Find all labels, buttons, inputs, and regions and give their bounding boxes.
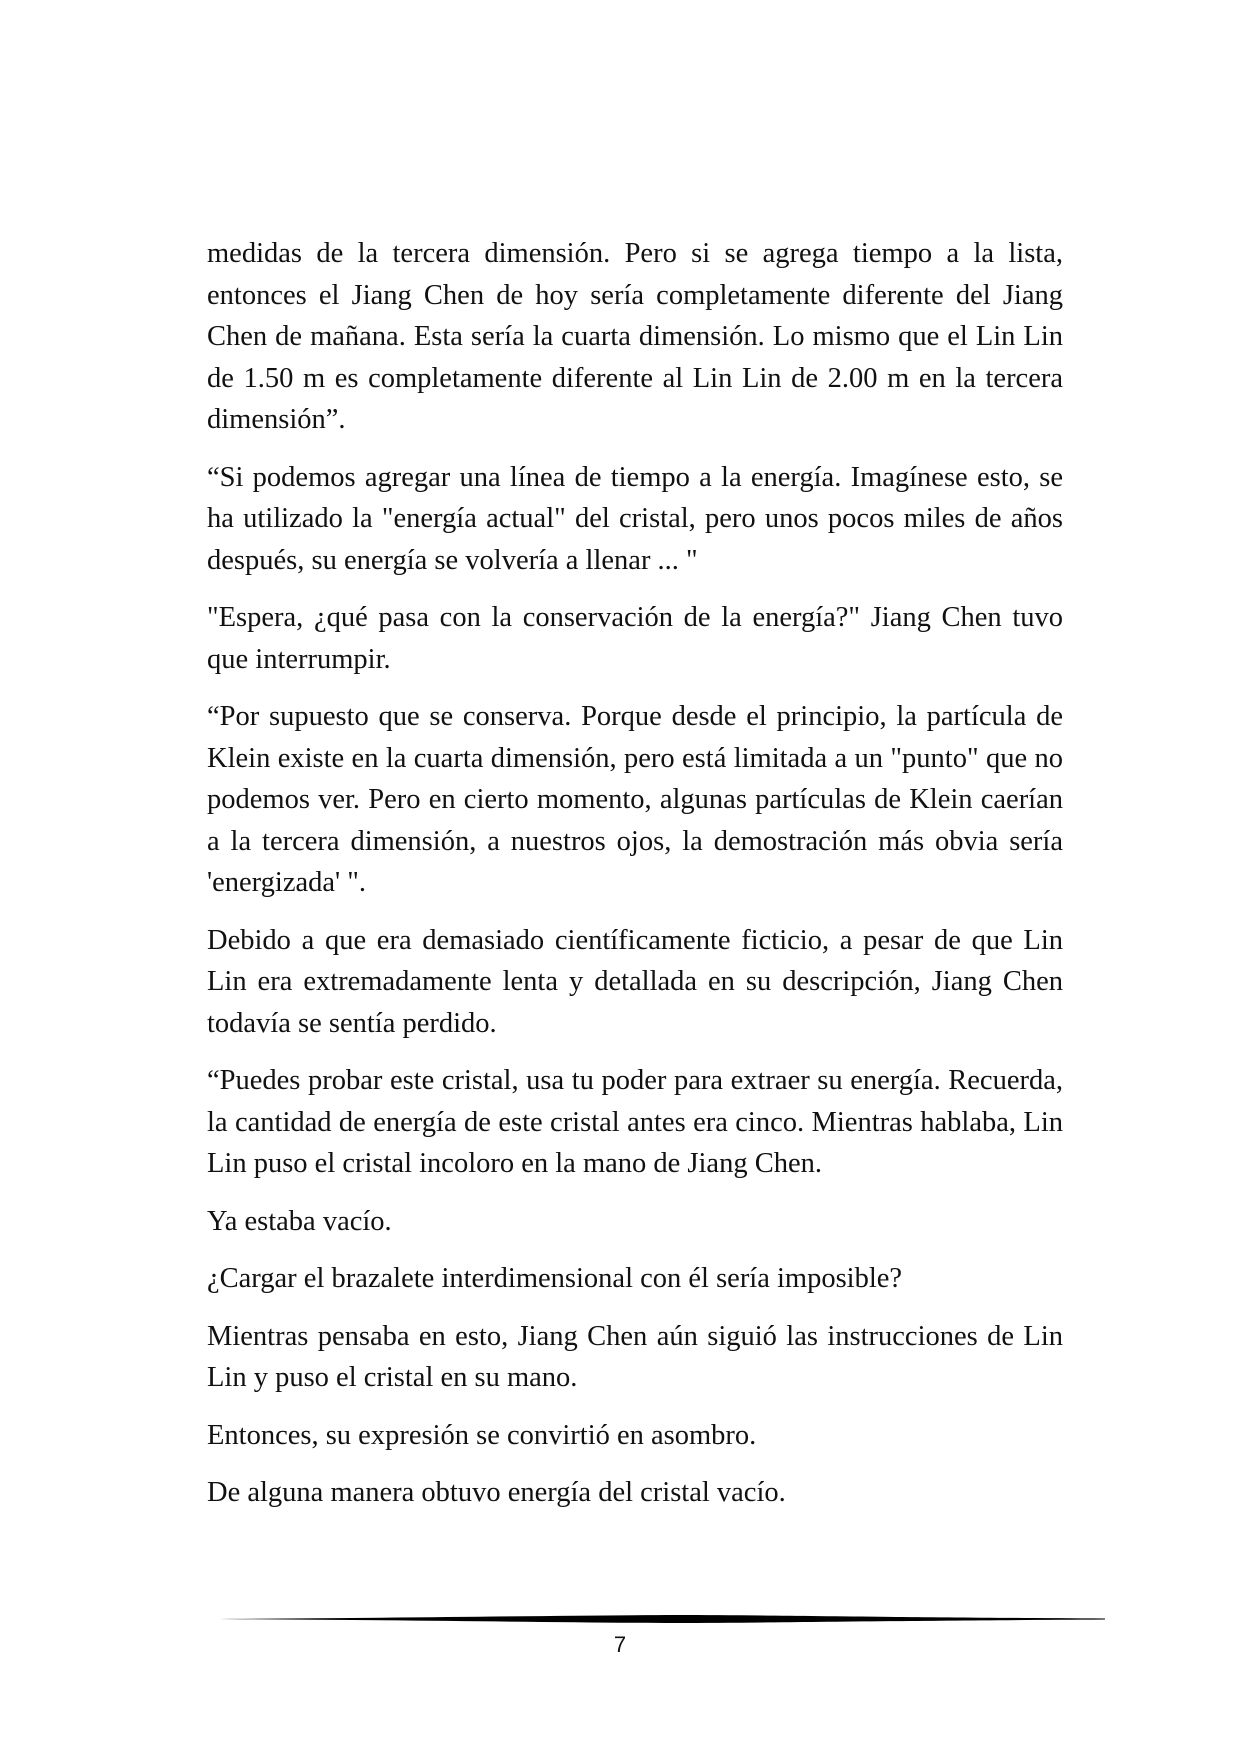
paragraph: ¿Cargar el brazalete interdimensional con él sería imposible? [207, 1263, 903, 1294]
body-text [207, 233, 1063, 1530]
paragraph: "Espera, ¿qué pasa con la conservación de la energía?" Jiang Chen tuvo que interrumpir. [207, 602, 1063, 675]
paragraph: Ya estaba vacío. [207, 1205, 392, 1237]
paragraph: medidas de la tercera dimensión. Pero si se agrega tiempo a la lista, entonces el Jiang Chen de hoy sería completamente diferente del Jiang Chen de mañana. Esta sería la cuarta dimensión. Lo mismo que el Lin Lin de 1.50 m es completamente diferente al Lin Lin de 2.00 m en la tercera dimensión”. [207, 238, 1063, 435]
paragraph: Entonces, su expresión se convirtió en asombro. [207, 1419, 757, 1451]
footer-divider [207, 1612, 1105, 1626]
paragraph: “Por supuesto que se conserva. Porque desde el principio, la partícula de Klein existe en la cuarta dimensión, pero está limitada a un "punto" que no podemos ver. Pero en cierto momento, algunas partículas de Klein caerían a la tercera dimensión, a nuestros ojos, la demostración más obvia sería 'energizada' ". [207, 701, 1063, 898]
paragraph: Debido a que era demasiado científicamente ficticio, a pesar de que Lin Lin era extremadamente lenta y detallada en su descripción, Jiang Chen todavía se sentía perdido. [207, 924, 1063, 1039]
paragraph: Mientras pensaba en esto, Jiang Chen aún siguió las instrucciones de Lin Lin y puso el cristal en su mano. [207, 1320, 1063, 1393]
paragraph: De alguna manera obtuvo energía del cristal vacío. [207, 1477, 786, 1508]
paragraph: “Si podemos agregar una línea de tiempo a la energía. Imagínese esto, se ha utilizado la "energía actual" del cristal, pero unos pocos miles de años después, su energía se volvería a llenar ... " [207, 461, 1063, 576]
page-number: 7 [613, 1632, 627, 1657]
paragraph: “Puedes probar este cristal, usa tu poder para extraer su energía. Recuerda, la cantidad de energía de este cristal antes era cinco. Mientras hablaba, Lin Lin puso el cristal incoloro en la mano de Jiang Chen. [207, 1065, 1063, 1179]
